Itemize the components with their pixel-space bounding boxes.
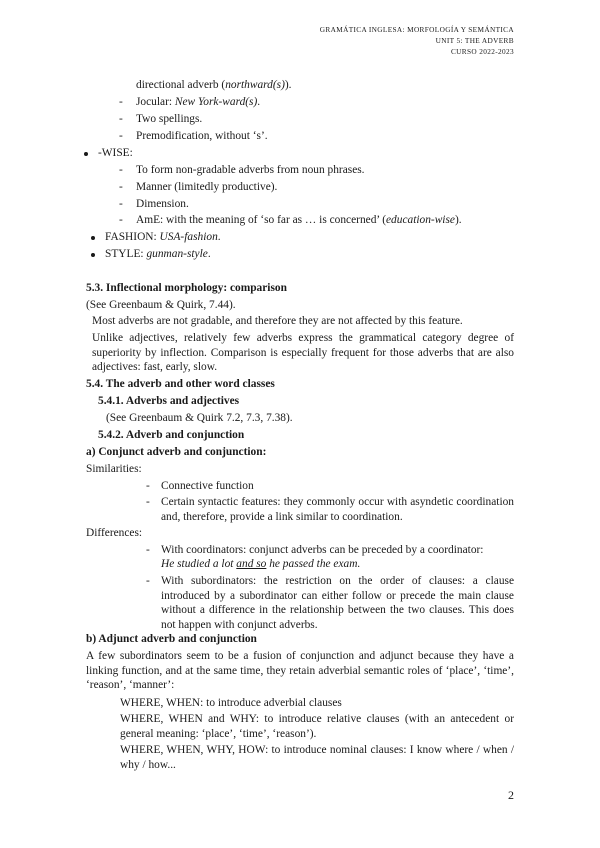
section-5-4-1-reference: (See Greenbaum & Quirk 7.2, 7.3, 7.38). — [106, 412, 293, 424]
section-5-4-1-heading: 5.4.1. Adverbs and adjectives — [98, 395, 240, 407]
similarities-label: Similarities: — [86, 463, 142, 475]
difference-1: With coordinators: conjunct adverbs can be preceded by a coordinator: — [161, 544, 484, 556]
running-header-year: CURSO 2022-2023 — [450, 47, 514, 56]
relative-clauses-line: WHERE, WHEN and WHY: to introduce relative clauses (with an antecedent or general meaning: ‘place’, ‘time’, ‘reason’). — [120, 713, 514, 740]
dash-marker: - — [119, 113, 123, 125]
section-5-3-paragraph-1: Most adverbs are not gradable, and therefore they are not affected by this feature. — [92, 315, 463, 327]
section-5-3-heading: 5.3. Inflectional morphology: comparison — [86, 282, 287, 294]
jocular-item: Jocular: New York-ward(s). — [136, 96, 261, 108]
bullet-icon — [91, 253, 95, 257]
premodification-item: Premodification, without ‘s’. — [136, 130, 268, 142]
conjunct-adverb-heading: a) Conjunct adverb and conjunction: — [86, 446, 267, 458]
dash-marker: - — [119, 164, 123, 176]
dash-marker: - — [146, 575, 150, 587]
wise-ame-item: AmE: with the meaning of ‘so far as … is concerned’ (education-wise). — [136, 214, 462, 226]
similarity-1: Connective function — [161, 480, 254, 492]
dash-marker: - — [119, 130, 123, 142]
adverbial-clauses-line: WHERE, WHEN: to introduce adverbial clauses — [120, 697, 342, 709]
fashion-item: FASHION: USA-fashion. — [105, 231, 221, 243]
directional-adverb-line: directional adverb (northward(s)). — [136, 79, 292, 91]
running-header-unit: UNIT 5: THE ADVERB — [435, 36, 514, 45]
section-5-4-heading: 5.4. The adverb and other word classes — [86, 378, 275, 390]
similarity-2: Certain syntactic features: they commonly occur with asyndetic coordination and, therefore, provide a link similar to coordination. — [161, 496, 514, 523]
dash-marker: - — [119, 181, 123, 193]
wise-item-2: Manner (limitedly productive). — [136, 181, 278, 193]
style-item: STYLE: gunman-style. — [105, 248, 211, 260]
running-header-course: GRAMÁTICA INGLESA: MORFOLOGÍA Y SEMÁNTICA — [319, 25, 514, 34]
page-number: 2 — [508, 788, 514, 802]
wise-label: -WISE: — [98, 147, 133, 159]
section-5-3-reference: (See Greenbaum & Quirk, 7.44). — [86, 299, 236, 311]
nominal-clauses-line: WHERE, WHEN, WHY, HOW: to introduce nominal clauses: I know where / when / why / how... — [120, 744, 514, 771]
dash-marker: - — [119, 198, 123, 210]
coordinator-example: He studied a lot and so he passed the exam. — [161, 558, 361, 570]
differences-label: Differences: — [86, 527, 143, 539]
wise-item-3: Dimension. — [136, 198, 189, 210]
dash-marker: - — [119, 96, 123, 108]
wise-item-1: To form non-gradable adverbs from noun phrases. — [136, 164, 365, 176]
dash-marker: - — [146, 544, 150, 556]
difference-2: With subordinators: the restriction on the order of clauses: a clause introduced by a subordinator can either follow or precede the main clause without a difference in the relationship between the two clauses. This does not happen with conjunct adverbs. — [161, 575, 514, 631]
two-spellings-item: Two spellings. — [136, 113, 203, 125]
adjunct-intro-paragraph: A few subordinators seem to be a fusion of conjunction and adjunct because they have a linking function, and at the same time, they retain adverbial semantic roles of ‘place’, ‘time’, ‘reason’, ‘manner’: — [86, 650, 514, 692]
bullet-icon — [91, 236, 95, 240]
dash-marker: - — [146, 480, 150, 492]
section-5-4-2-heading: 5.4.2. Adverb and conjunction — [98, 429, 245, 441]
dash-marker: - — [119, 214, 123, 226]
adjunct-adverb-heading: b) Adjunct adverb and conjunction — [86, 633, 257, 645]
section-5-3-paragraph-2: Unlike adjectives, relatively few adverbs express the grammatical category degree of superiority by inflection. Comparison is especially frequent for those adverbs that are also adjectives: fast, early, slow. — [92, 332, 514, 374]
dash-marker: - — [146, 496, 150, 508]
bullet-icon — [84, 152, 88, 156]
